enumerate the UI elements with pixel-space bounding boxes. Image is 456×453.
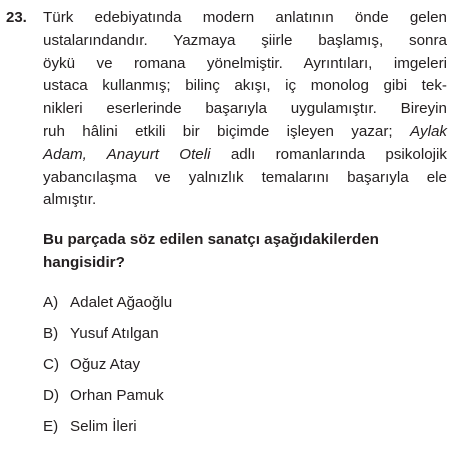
paragraph-text: ruh hâlini etkili bir biçimde işleyen yazar; xyxy=(43,122,393,140)
option-text: Adalet Ağaoğlu xyxy=(70,293,173,311)
paragraph-line-with-title xyxy=(43,144,447,167)
option-c[interactable] xyxy=(43,349,447,380)
option-b[interactable] xyxy=(43,318,447,349)
paragraph-line: Türk edebiyatında modern anlatının önde gelen xyxy=(43,9,447,26)
option-a[interactable] xyxy=(43,287,447,318)
option-text: Orhan Pamuk xyxy=(70,386,164,404)
option-text: Selim İleri xyxy=(70,417,137,435)
paragraph-line-with-title xyxy=(43,121,447,144)
option-text: Yusuf Atılgan xyxy=(70,324,159,342)
novel-titles-italic: Adam, Anayurt Oteli xyxy=(43,145,211,163)
paragraph-line: ustaca kullanmış; bilinç akışı, iç monolog gibi tek- xyxy=(43,77,447,95)
question-prompt xyxy=(43,229,447,275)
paragraph-line: ustalarındandır. Yazmaya şiirle başlamış, sonra xyxy=(43,31,447,49)
question-number: 23. xyxy=(6,9,27,26)
option-text: Oğuz Atay xyxy=(70,355,141,373)
option-letter: D) xyxy=(43,386,60,404)
prompt-line: Bu parçada söz edilen sanatçı aşağıdakilerden xyxy=(43,231,379,248)
paragraph-line: almıştır. xyxy=(43,191,97,209)
paragraph-line: yabancılaşma ve yalnızlık temalarını başarıyla ele xyxy=(43,168,447,186)
option-letter: B) xyxy=(43,324,59,342)
paragraph-line: öykü ve romana yönelmiştir. Ayrıntıları, imgeleri xyxy=(43,54,447,72)
paragraph-line: nikleri eserlerinde başarıyla uygulamıştır. Bireyin xyxy=(43,100,447,118)
novel-title-italic: Aylak xyxy=(409,122,447,140)
option-letter: A) xyxy=(43,293,59,311)
option-letter: E) xyxy=(43,417,59,435)
option-d[interactable] xyxy=(43,380,447,411)
prompt-line: hangisidir? xyxy=(43,253,125,271)
option-e[interactable] xyxy=(43,411,447,442)
paragraph-text: adlı romanlarında psikolojik xyxy=(230,145,447,163)
option-letter: C) xyxy=(43,355,60,373)
answer-options xyxy=(43,287,447,442)
question-paragraph xyxy=(43,7,447,212)
